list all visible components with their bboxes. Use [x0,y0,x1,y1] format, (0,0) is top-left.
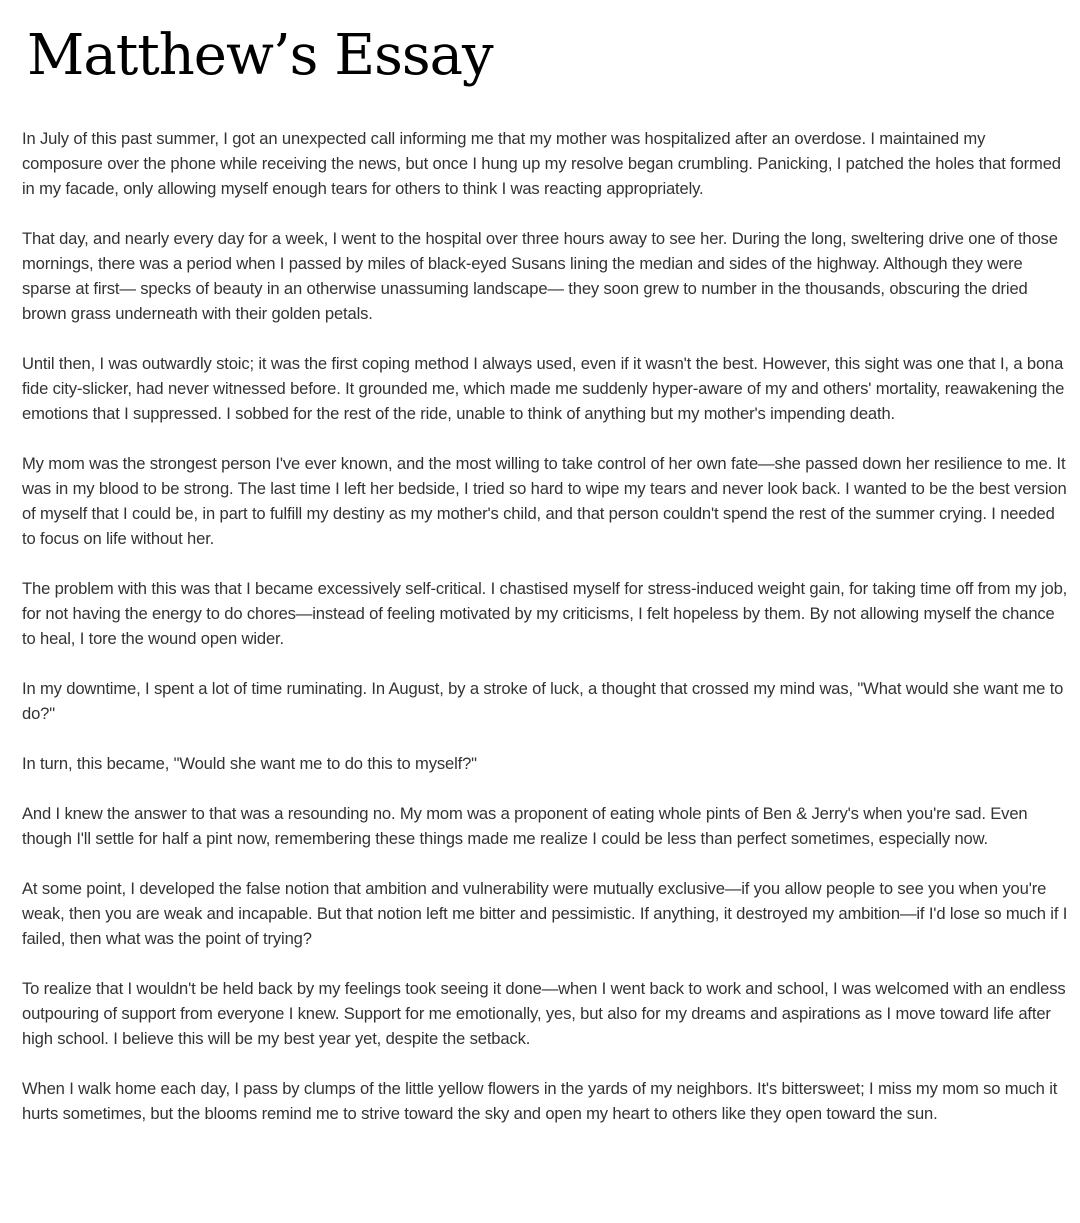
essay-paragraph-3: Until then, I was outwardly stoic; it was the first coping method I always used, even if it wasn't the best. However, this sight was one that I, a bona fide city-slicker, had never witnessed before. It grounded me, which made me suddenly hyper-aware of my and others' mortality, reawakening the emotions that I suppressed. I sobbed for the rest of the ride, unable to think of anything but my mother's impending death. [22,354,1065,423]
essay-paragraph-8: And I knew the answer to that was a resounding no. My mom was a proponent of eating whole pints of Ben & Jerry's when you're sad. Even though I'll settle for half a pint now, remembering these things made me realize I could be less than perfect sometimes, especially now. [22,804,1028,848]
essay-paragraph-4: My mom was the strongest person I've ever known, and the most willing to take control of her own fate—she passed down her resilience to me. It was in my blood to be strong. The last time I left her bedside, I tried so hard to wipe my tears and never look back. I wanted to be the best version of myself that I could be, in part to fulfill my destiny as my mother's child, and that person couldn't spend the rest of the summer crying. I needed to focus on life without her. [22,454,1067,548]
essay-paragraph-1: In July of this past summer, I got an unexpected call informing me that my mother was hospitalized after an overdose. I maintained my composure over the phone while receiving the news, but once I hung up my resolve began crumbling. Panicking, I patched the holes that formed in my facade, only allowing myself enough tears for others to think I was reacting appropriately. [22,129,1061,198]
essay-paragraph-9: At some point, I developed the false notion that ambition and vulnerability were mutually exclusive—if you allow people to see you when you're weak, then you are weak and incapable. But that notion left me bitter and pessimistic. If anything, it destroyed my ambition—if I'd lose so much if I failed, then what was the point of trying? [22,879,1068,948]
essay-paragraph-2: That day, and nearly every day for a week, I went to the hospital over three hours away to see her. During the long, sweltering drive one of those mornings, there was a period when I passed by miles of black-eyed Susans lining the median and sides of the highway. Although they were sparse at first— specks of beauty in an otherwise unassuming landscape— they soon grew to number in the thousands, obscuring the dried brown grass underneath with their golden petals. [22,229,1058,323]
essay-paragraph-5: The problem with this was that I became excessively self-critical. I chastised myself for stress-induced weight gain, for taking time off from my job, for not having the energy to do chores—instead of feeling motivated by my criticisms, I felt hopeless by them. By not allowing myself the chance to heal, I tore the wound open wider. [22,579,1068,648]
page-title: Matthew’s Essay [27,23,493,88]
essay-paragraph-7: In turn, this became, "Would she want me to do this to myself?" [22,754,477,773]
essay-paragraph-10: To realize that I wouldn't be held back by my feelings took seeing it done—when I went back to work and school, I was welcomed with an endless outpouring of support from everyone I knew. Support for me emotionally, yes, but also for my dreams and aspirations as I move toward life after high school. I believe this will be my best year yet, despite the setback. [22,979,1066,1048]
essay-paragraph-11: When I walk home each day, I pass by clumps of the little yellow flowers in the yards of my neighbors. It's bittersweet; I miss my mom so much it hurts sometimes, but the blooms remind me to strive toward the sky and open my heart to others like they open toward the sun. [22,1079,1058,1123]
essay-body [22,126,1070,1126]
essay-paragraph-6: In my downtime, I spent a lot of time ruminating. In August, by a stroke of luck, a thought that crossed my mind was, "What would she want me to do?" [22,679,1064,723]
